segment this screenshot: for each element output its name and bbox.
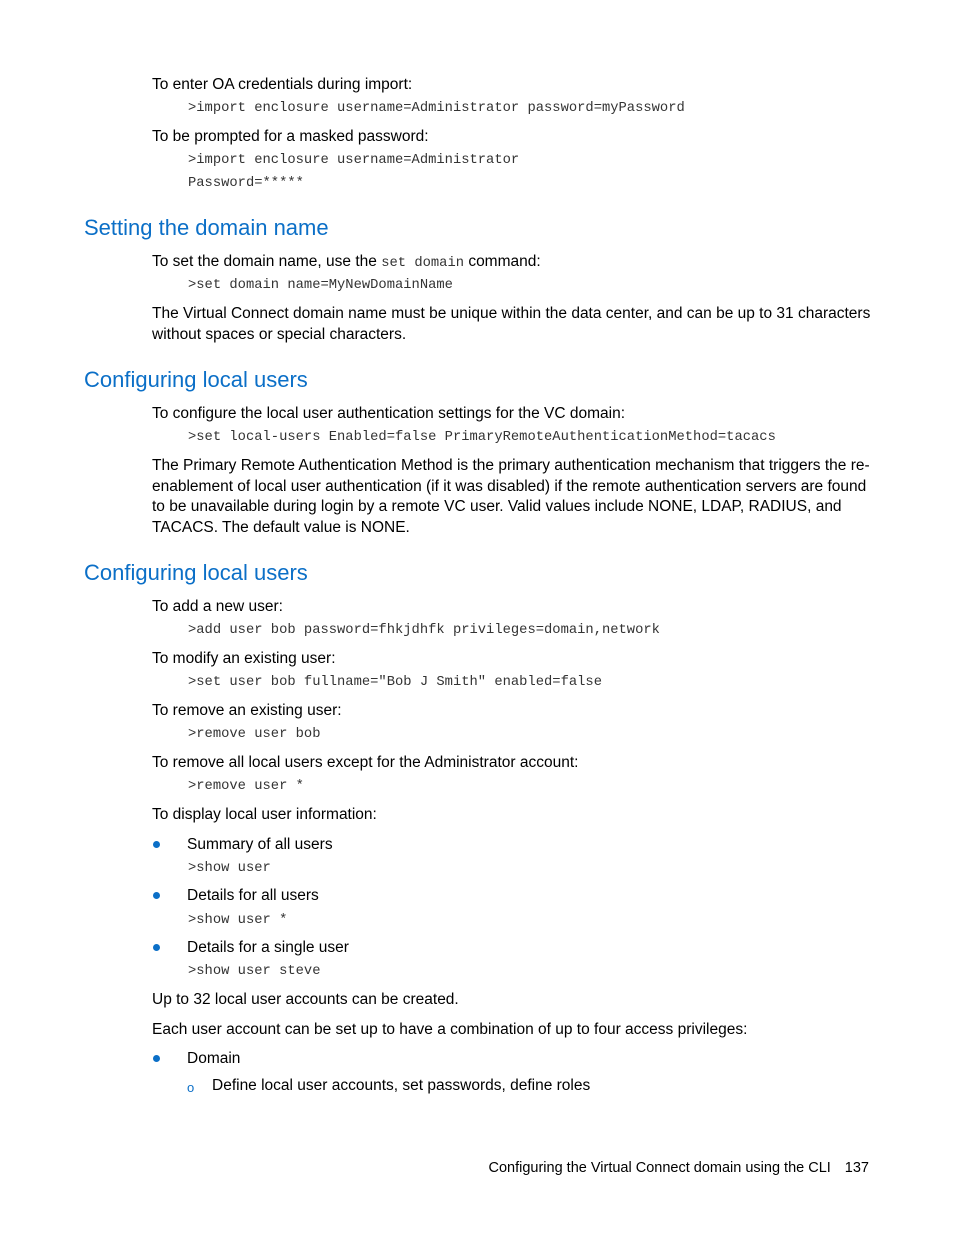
remove-all-users-text: To remove all local users except for the Administrator account: [152,754,579,771]
domain-name-text [152,252,874,275]
local-users-auth-note: The Primary Remote Authentication Method is the primary authentication mechanism that triggers the re-enablement of local user authentication (if it was disabled) if the remote authentication servers are found to be unavailable during login by a remote VC user. Valid values include NONE, LDAP, RADIUS, and TACACS. The default value is NONE. [152,457,870,536]
footer-title: Configuring the Virtual Connect domain using the CLI [488,1160,831,1176]
masked-password-prompt: Password=***** [188,176,304,191]
display-summary-label: Summary of all users [187,836,333,853]
domain-name-note: The Virtual Connect domain name must be unique within the data center, and can be up to 31 characters without spaces or special characters. [152,305,871,343]
remove-all-users-command: >remove user * [188,779,304,794]
oa-credentials-text: To enter OA credentials during import: [152,76,413,93]
page-footer [488,1159,869,1177]
oa-credentials-command: >import enclosure username=Administrator password=myPassword [188,101,685,116]
modify-user-text: To modify an existing user: [152,650,336,667]
heading-configuring-local-users-auth: Configuring local users [84,367,308,392]
bullet-icon [153,944,160,951]
local-users-auth-text: To configure the local user authentication settings for the VC domain: [152,405,626,422]
privilege-domain-description: Define local user accounts, set passwords, define roles [212,1077,591,1094]
domain-name-inline-command: set domain [381,256,464,271]
domain-name-text-after: command: [468,253,541,270]
max-users-text: Up to 32 local user accounts can be created. [152,991,459,1008]
display-summary-command: >show user [188,861,271,876]
privileges-text: Each user account can be set up to have a combination of up to four access privileges: [152,1021,748,1038]
privilege-domain-label: Domain [187,1050,241,1067]
remove-user-command: >remove user bob [188,727,321,742]
modify-user-command: >set user bob fullname="Bob J Smith" enabled=false [188,675,602,690]
masked-password-command: >import enclosure username=Administrator [188,153,520,168]
display-users-text: To display local user information: [152,806,377,823]
domain-name-command: >set domain name=MyNewDomainName [188,278,453,293]
local-users-auth-command: >set local-users Enabled=false PrimaryRemoteAuthenticationMethod=tacacs [188,430,776,445]
masked-password-text: To be prompted for a masked password: [152,128,429,145]
bullet-icon [153,841,160,848]
heading-configuring-local-users: Configuring local users [84,560,308,585]
sub-bullet-icon: o [187,1080,195,1095]
add-user-text: To add a new user: [152,598,283,615]
domain-name-text-before: To set the domain name, use the [152,253,377,270]
heading-setting-domain-name: Setting the domain name [84,215,329,240]
remove-user-text: To remove an existing user: [152,702,342,719]
bullet-icon [153,1055,160,1062]
page-number: 137 [844,1160,869,1176]
display-details-all-label: Details for all users [187,887,319,904]
display-details-single-command: >show user steve [188,964,321,979]
bullet-icon [153,892,160,899]
display-details-single-label: Details for a single user [187,939,349,956]
add-user-command: >add user bob password=fhkjdhfk privileges=domain,network [188,623,660,638]
display-details-all-command: >show user * [188,913,288,928]
